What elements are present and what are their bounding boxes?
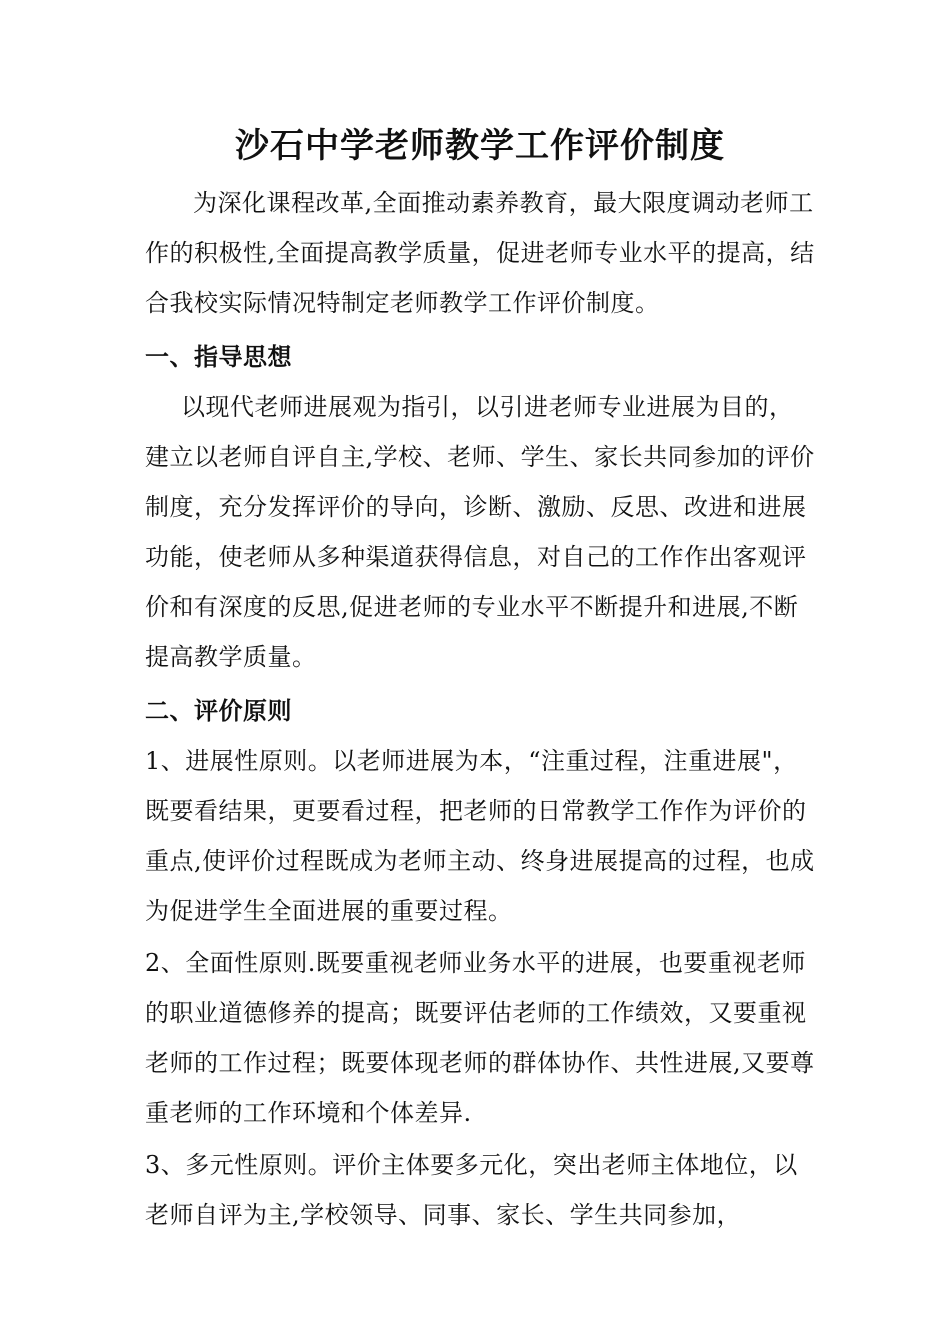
principle-item-diversity: 3、多元性原则。评价主体要多元化，突出老师主体地位，以老师自评为主,学校领导、同事、家长、学生共同参加， — [145, 1151, 798, 1229]
section-heading-guiding-thought: 一、指导思想 — [145, 342, 292, 371]
section-heading-evaluation-principles: 二、评价原则 — [145, 696, 292, 725]
document-content — [145, 120, 815, 1242]
principle-item-comprehensive: 2、全面性原则.既要重视老师业务水平的进展，也要重视老师的职业道德修养的提高；既要评估老师的工作绩效，又要重视老师的工作过程；既要体现老师的群体协作、共性进展,又要尊重老师的工作环境和个体差异. — [145, 949, 815, 1127]
guiding-thought-paragraph: 以现代老师进展观为指引，以引进老师专业进展为目的，建立以老师自评自主,学校、老师、学生、家长共同参加的评价制度，充分发挥评价的导向，诊断、激励、反思、改进和进展功能，使老师从多种渠道获得信息，对自己的工作作出客观评价和有深度的反思,促进老师的专业水平不断提升和进展,不断提高教学质量。 — [145, 393, 815, 671]
principle-item-development: 1、进展性原则。以老师进展为本，“注重过程，注重进展"，既要看结果，更要看过程，把老师的日常教学工作作为评价的重点,使评价过程既成为老师主动、终身进展提高的过程，也成为促进学生全面进展的重要过程。 — [145, 747, 815, 925]
intro-paragraph: 为深化课程改革,全面推动素养教育，最大限度调动老师工作的积极性,全面提高教学质量，促进老师专业水平的提高，结合我校实际情况特制定老师教学工作评价制度。 — [145, 189, 815, 317]
document-title: 沙石中学老师教学工作评价制度 — [235, 126, 725, 166]
